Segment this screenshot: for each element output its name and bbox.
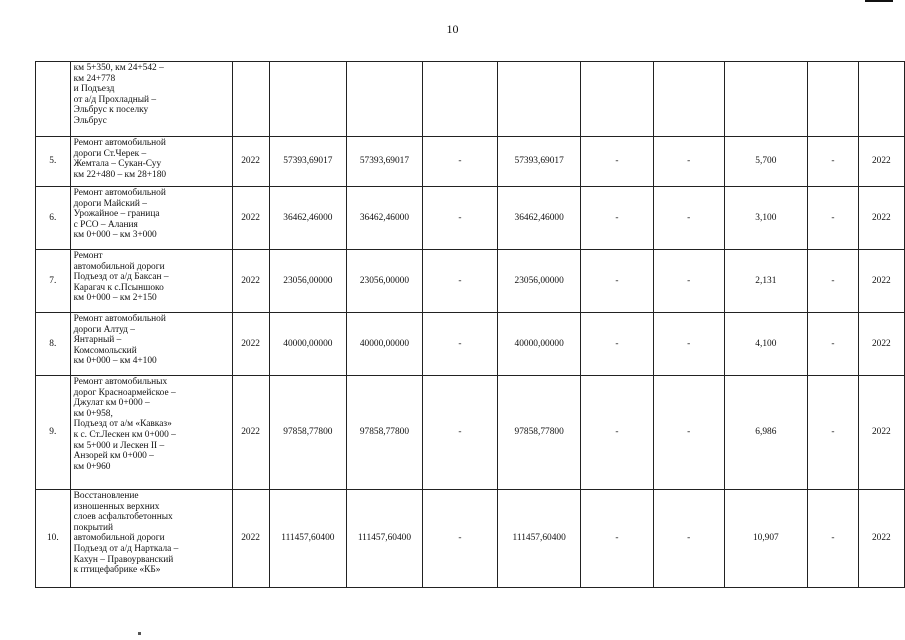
col-9: - (808, 376, 859, 490)
length-km: 2,131 (724, 250, 808, 313)
cost-col-4: 40000,00000 (498, 313, 581, 376)
table-row (36, 313, 905, 376)
cost-col-5: - (581, 490, 654, 588)
cost-col-5: - (581, 187, 654, 250)
cost-col-4: 36462,46000 (498, 187, 581, 250)
object-name: км 5+350, км 24+542 – км 24+778 и Подъезд от а/д Прохладный – Эльбрус к поселку Эльбрус (70, 62, 232, 137)
col-9: - (808, 250, 859, 313)
cost-col-3: - (422, 137, 497, 187)
completion-year: 2022 (858, 187, 904, 250)
object-name: Ремонт автомобильной дороги Подъезд от а/д Баксан – Карагач к с.Псыншоко км 0+000 – км 2+150 (70, 250, 232, 313)
cost-col-5: - (581, 137, 654, 187)
cost-col-2: 36462,46000 (347, 187, 423, 250)
total-cost: 97858,77800 (269, 376, 347, 490)
row-number: 9. (36, 376, 71, 490)
table-row (36, 490, 905, 588)
cost-col-3 (422, 62, 497, 137)
cost-col-5: - (581, 376, 654, 490)
length-km: 6,986 (724, 376, 808, 490)
cost-col-2: 97858,77800 (347, 376, 423, 490)
row-number: 10. (36, 490, 71, 588)
cost-col-6: - (653, 187, 724, 250)
row-number: 6. (36, 187, 71, 250)
completion-year: 2022 (858, 490, 904, 588)
cost-col-4: 111457,60400 (498, 490, 581, 588)
start-year: 2022 (232, 313, 269, 376)
table-row (36, 187, 905, 250)
repair-program-table (35, 61, 905, 588)
total-cost: 40000,00000 (269, 313, 347, 376)
cost-col-5: - (581, 250, 654, 313)
object-name: Восстановление изношенных верхних слоев асфальтобетонных покрытий автомобильной дороги Подъезд от а/д Нарткала – Кахун – Правоурванский к птицефабрике «КБ» (70, 490, 232, 588)
cost-col-4: 57393,69017 (498, 137, 581, 187)
cost-col-3: - (422, 187, 497, 250)
cost-col-2: 40000,00000 (347, 313, 423, 376)
cost-col-5: - (581, 313, 654, 376)
table-row (36, 376, 905, 490)
object-name: Ремонт автомобильных дорог Красноармейское – Джулат км 0+000 – км 0+958, Подъезд от а/м «Кавказ» к с. Ст.Лескен км 0+000 – км 5+000 и Лескен II – Анзорей км 0+000 – км 0+960 (70, 376, 232, 490)
col-9: - (808, 490, 859, 588)
start-year: 2022 (232, 250, 269, 313)
total-cost: 36462,46000 (269, 187, 347, 250)
col-9: - (808, 313, 859, 376)
completion-year: 2022 (858, 250, 904, 313)
cost-col-6 (653, 62, 724, 137)
cost-col-6: - (653, 137, 724, 187)
table-row (36, 137, 905, 187)
cost-col-4 (498, 62, 581, 137)
completion-year: 2022 (858, 137, 904, 187)
total-cost: 111457,60400 (269, 490, 347, 588)
cost-col-2: 57393,69017 (347, 137, 423, 187)
length-km: 10,907 (724, 490, 808, 588)
row-number: 8. (36, 313, 71, 376)
total-cost: 23056,00000 (269, 250, 347, 313)
cost-col-2: 23056,00000 (347, 250, 423, 313)
start-year (232, 62, 269, 137)
cost-col-3: - (422, 250, 497, 313)
length-km: 4,100 (724, 313, 808, 376)
scan-speck (138, 632, 141, 635)
object-name: Ремонт автомобильной дороги Ст.Черек – Жемтала – Сукан-Суу км 22+480 – км 28+180 (70, 137, 232, 187)
start-year: 2022 (232, 137, 269, 187)
table-row (36, 250, 905, 313)
start-year: 2022 (232, 490, 269, 588)
cost-col-2: 111457,60400 (347, 490, 423, 588)
total-cost (269, 62, 347, 137)
length-km: 5,700 (724, 137, 808, 187)
start-year: 2022 (232, 376, 269, 490)
cost-col-3: - (422, 490, 497, 588)
cost-col-6: - (653, 490, 724, 588)
completion-year: 2022 (858, 376, 904, 490)
completion-year: 2022 (858, 313, 904, 376)
cost-col-4: 23056,00000 (498, 250, 581, 313)
cost-col-4: 97858,77800 (498, 376, 581, 490)
page-number: 10 (446, 22, 459, 36)
cost-col-6: - (653, 376, 724, 490)
cost-col-6: - (653, 250, 724, 313)
cost-col-2 (347, 62, 423, 137)
total-cost: 57393,69017 (269, 137, 347, 187)
cost-col-3: - (422, 376, 497, 490)
row-number: 7. (36, 250, 71, 313)
object-name: Ремонт автомобильной дороги Майский – Урожайное – граница с РСО – Алания км 0+000 – км 3+000 (70, 187, 232, 250)
cost-col-6: - (653, 313, 724, 376)
start-year: 2022 (232, 187, 269, 250)
table-row (36, 62, 905, 137)
col-9: - (808, 187, 859, 250)
corner-mark (865, 0, 893, 2)
cost-col-3: - (422, 313, 497, 376)
object-name: Ремонт автомобильной дороги Алтуд – Янтарный – Комсомольский км 0+000 – км 4+100 (70, 313, 232, 376)
length-km: 3,100 (724, 187, 808, 250)
cost-col-5 (581, 62, 654, 137)
col-9: - (808, 137, 859, 187)
col-9 (808, 62, 859, 137)
length-km (724, 62, 808, 137)
row-number: 5. (36, 137, 71, 187)
completion-year (858, 62, 904, 137)
row-number (36, 62, 71, 137)
